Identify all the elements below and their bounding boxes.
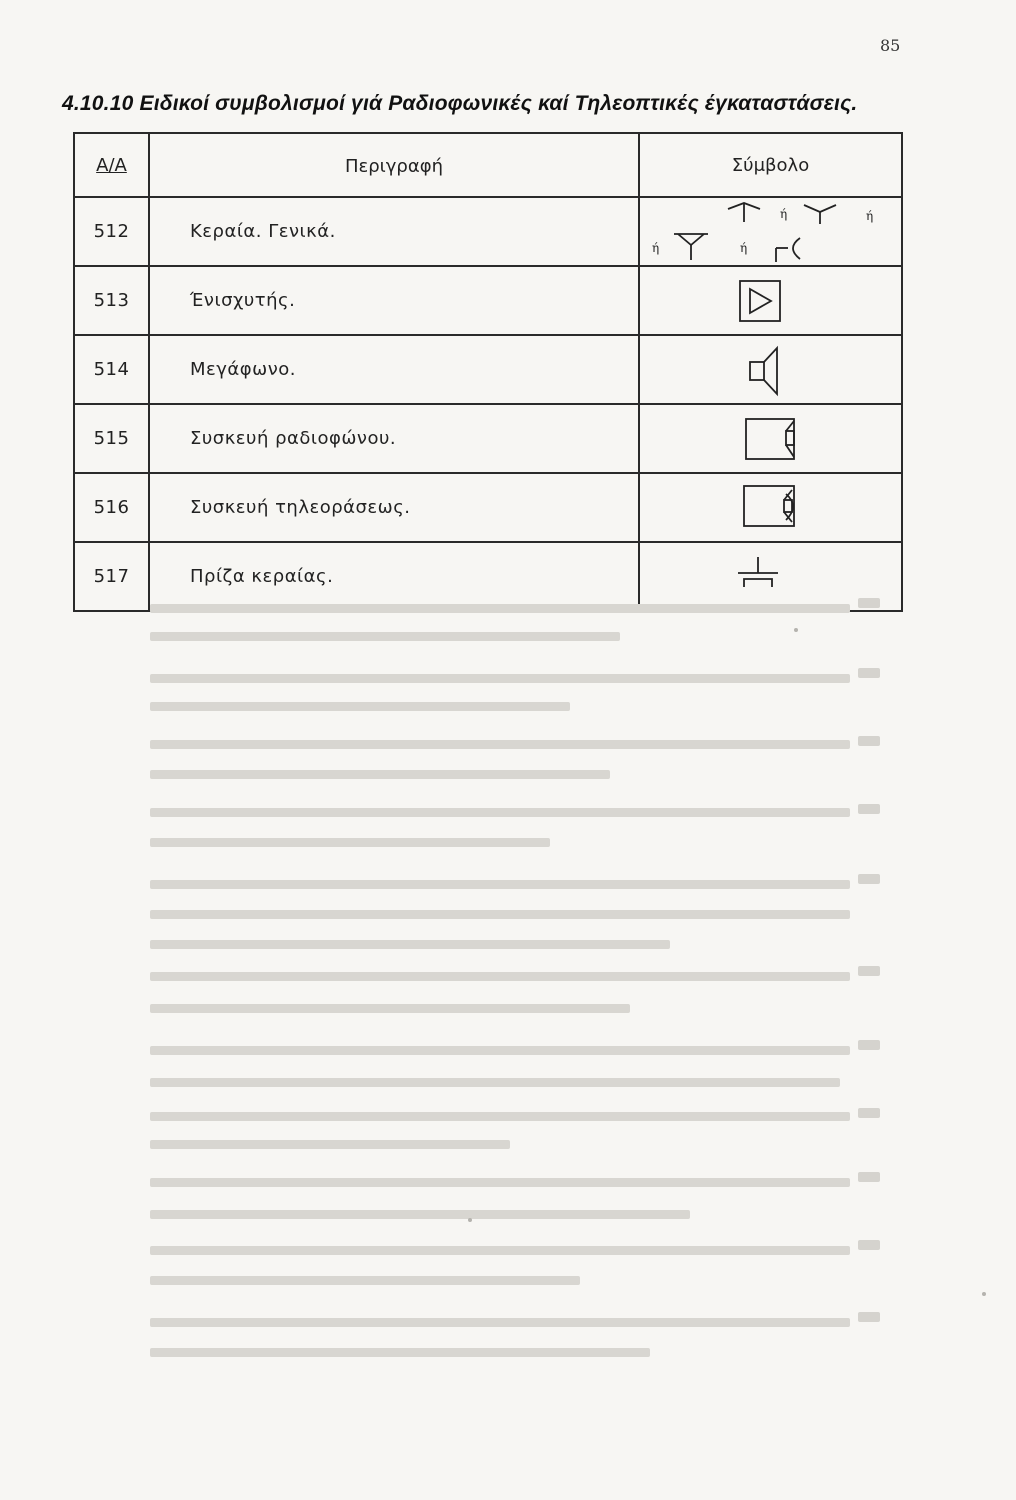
row-number: 516 <box>74 473 149 542</box>
row-description: Μεγάφωνο. <box>149 335 639 404</box>
row-description: Συσκευή ραδιοφώνου. <box>149 404 639 473</box>
header-description: Περιγραφή <box>149 133 639 197</box>
alt-mark: ή <box>652 241 660 255</box>
row-description: Συσκευή τηλεοράσεως. <box>149 473 639 542</box>
row-number: 513 <box>74 266 149 335</box>
symbols-table <box>73 132 903 612</box>
row-description: Πρίζα κεραίας. <box>149 542 639 611</box>
header-symbol: Σύμβολο <box>639 133 902 197</box>
row-description: Ένισχυτής. <box>149 266 639 335</box>
table-row <box>74 197 902 266</box>
alt-mark: ή <box>780 207 788 221</box>
row-number: 512 <box>74 197 149 266</box>
table-row <box>74 266 902 335</box>
table-header-row <box>74 133 902 197</box>
table-row <box>74 404 902 473</box>
alt-mark: ή <box>740 241 748 255</box>
table-row <box>74 542 902 611</box>
loudspeaker-symbol <box>640 336 901 403</box>
row-number: 517 <box>74 542 149 611</box>
section-title: 4.10.10 Ειδικοί συμβολισμοί γιά Ραδιοφωνικές καί Τηλεοπτικές έγκαταστάσεις. <box>62 92 858 115</box>
alt-mark: ή <box>866 209 874 223</box>
page-number: 85 <box>880 36 901 55</box>
table-row <box>74 473 902 542</box>
row-description: Κεραία. Γενικά. <box>149 197 639 266</box>
television-receiver-symbol <box>640 474 901 541</box>
row-number: 514 <box>74 335 149 404</box>
radio-receiver-symbol <box>640 405 901 472</box>
header-aa: Α/Α <box>74 133 149 197</box>
row-number: 515 <box>74 404 149 473</box>
amplifier-symbol <box>640 267 901 334</box>
antenna-general-symbol <box>640 198 901 265</box>
table-row <box>74 335 902 404</box>
